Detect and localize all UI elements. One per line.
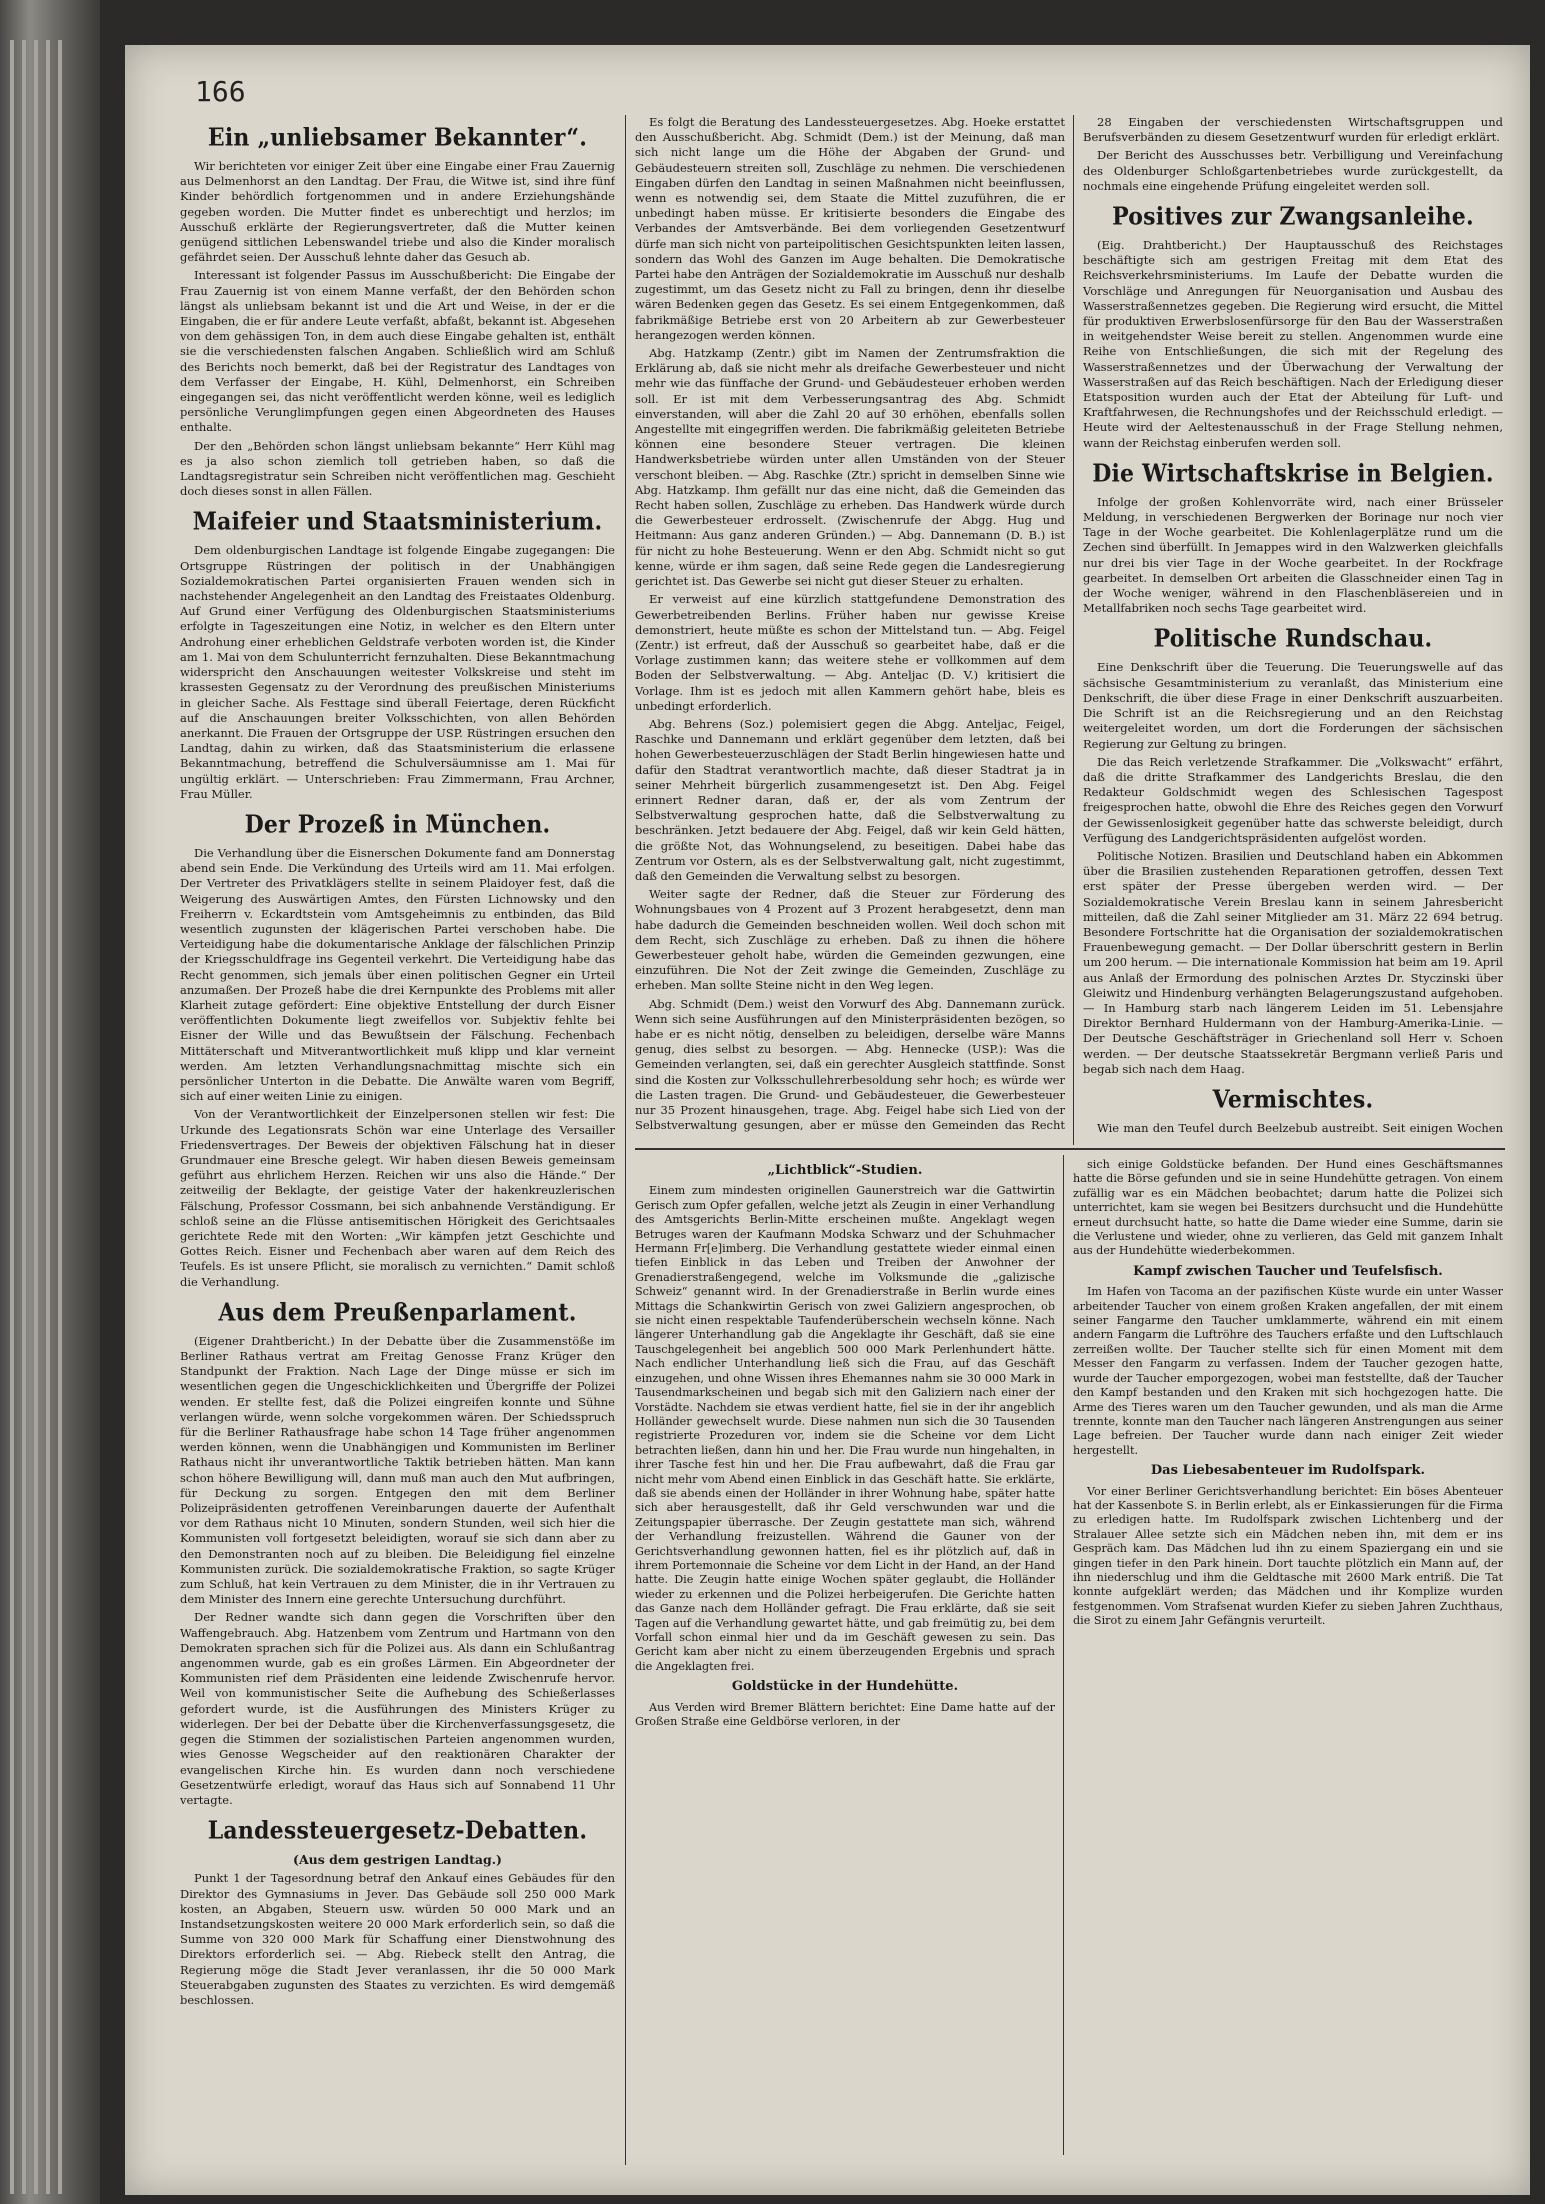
article-paragraph: Der Bericht des Ausschusses betr. Verbilligung und Vereinfachung des Oldenburger Schloßgartenbetriebes wurde zurückgestellt, da nochmals eine eingehende Prüfung eingeleitet werden soll. bbox=[1083, 148, 1503, 193]
article-paragraph: Interessant ist folgender Passus im Ausschußbericht: Die Eingabe der Frau Zauernig ist von einem Manne verfaßt, der den Behörden schon längst als unliebsam bekannt ist und die Art und Weise, in der er die Eingaben, die er für andere Leute verfaßt, abfaßt, bekannt ist. Abgesehen von dem gehässigen Ton, in dem auch diese Eingabe gehalten ist, enthält sie die verschiedensten falschen Angaben. Schließlich wird am Schluß des Berichts noch bemerkt, daß bei der Registratur des Landtages von dem Verfasser der Eingabe, H. Kühl, Delmenhorst, ein Schreiben eingegangen sei, das nicht veröffentlicht werden könne, weil es lediglich persönliche Verunglimpfungen gegen einen Abgeordneten des Hauses enthalte. bbox=[180, 268, 615, 435]
book-binding bbox=[0, 0, 100, 2204]
article-paragraph: Von der Verantwortlichkeit der Einzelpersonen stellen wir fest: Die Urkunde des Legationsrats Schön war eine Unterlage des Versailler Friedensvertrages. Der Beweis der objektiven Fälschung hat in dieser Grundmauer eine Bresche gelegt. Wir haben diesen Beweis gemeinsam geführt aus ehrlichem Herzen. Reichen wir uns also die Hände.“ Der zeitweilig der Beklagte, der geistige Vater der hakenkreuzlerischen Fälschung, Professor Cossmann, bei sich anbahnende Verständigung. Er schloß seine an die Flüsse antisemitischen Hörigkeit des Gerichtsaales gerichtete Rede mit den Worten: „Wir kämpfen jetzt Geschichte und Gottes Reich. Eisner und Fechenbach aber waren auf dem Reich des Teufels. Es ist unsere Pflicht, sie moralisch zu vernichten.“ Damit schloß die Verhandlung. bbox=[180, 1107, 615, 1289]
article-paragraph: Er verweist auf eine kürzlich stattgefundene Demonstration des Gewerbetreibenden Berlins. Früher haben nur gewisse Kreise demonstriert, heute müßte es schon der Mittelstand tun. — Abg. Feigel (Zentr.) ist erfreut, daß der Ausschuß so gearbeitet habe, daß er die Vorlage zustimmen kann; das weitere stehe er vollkommen auf dem Boden der Selbstverwaltung. — Abg. Anteljac (D. V.) kritisiert die Vorlage. Ihm ist es jedoch mit allen Kammern gehört habe, bleis es unbedingt erforderlich. bbox=[635, 592, 1065, 713]
column-rule bbox=[1063, 1155, 1064, 2155]
article-title: „Lichtblick“-Studien. bbox=[767, 1163, 923, 1178]
article-paragraph: (Eig. Drahtbericht.) Der Hauptausschuß des Reichstages beschäftigte sich am gestrigen Freitag mit dem Etat des Reichsverkehrsministeriums. Im Laufe der Debatte wurden die Vorschläge und Anregungen für Neuorganisation und Ausbau des Wasserstraßennetzes gegeben. Die Regierung wird ersucht, die Mittel für produktiven Erwerbslosenfürsorge für den Bau der Wasserstraßen in weitgehendster Weise bereit zu stellen. Angenommen wurde eine Reihe von Entschließungen, die sich mit der Regelung des Wasserstraßennetzes und der Überwachung der Verwaltung der Wasserstraßen auf das Reich beschäftigen. Nach der Erledigung dieser Etatsposition wurden auch der Etat der Abteilung für Luft- und Kraftfahrwesen, die Rechnungshofes und der Reichsschuld erledigt. — Heute wird der Aeltestenausschuß in der Frage Stellung nehmen, wann der Reichstag einberufen werden soll. bbox=[1083, 238, 1503, 450]
article-subtitle: (Aus dem gestrigen Landtag.) bbox=[293, 1852, 502, 1868]
article-paragraph: Wir berichteten vor einiger Zeit über eine Eingabe einer Frau Zauernig aus Delmenhorst an den Landtag. Der Frau, die Witwe ist, sind ihre fünf Kinder behördlich fortgenommen und in andere Erziehungshände gegeben worden. Die Mutter findet es unberechtigt und herzlos; im Ausschuß erklärte der Regierungsvertreter, daß die Mutter keinen genügend sittlichen Lebenswandel triebe und also die Kinder moralisch gefährdet seien. Der Ausschuß lehnte daher das Gesuch ab. bbox=[180, 159, 615, 265]
article-paragraph: Im Hafen von Tacoma an der pazifischen Küste wurde ein unter Wasser arbeitender Taucher von einem großen Kraken angefallen, der mit einem seiner Fangarme den Taucher umklammerte, während ein mit einem andern Fangarm die Luftröhre des Tauchers erfaßte und den Luftschlauch zerreißen wollte. Der Taucher stellte sich für einen Moment mit dem Messer den Fangarm zu verfassen. Indem der Taucher gezogen hatte, wurde der Taucher emporgezogen, wobei man feststellte, daß der Taucher den Kampf bestanden und den Kraken mit sich hochgezogen hatte. Die Arme des Tieres waren um den Taucher gewunden, und als man die Arme trennte, konnte man den Taucher nach längeren Anstrengungen aus seiner Lage befreien. Der Taucher wurde dann nach einiger Zeit wieder hergestellt. bbox=[1073, 1285, 1503, 1457]
article-paragraph: 28 Eingaben der verschiedensten Wirtschaftsgruppen und Berufsverbänden zu diesem Gesetzentwurf wurden für erledigt erklärt. bbox=[1083, 115, 1503, 145]
article-paragraph: Es folgt die Beratung des Landessteuergesetzes. Abg. Hoeke erstattet den Ausschußbericht. Abg. Schmidt (Dem.) ist der Meinung, daß man sich nicht lange um die Höhe der Abgaben der Grund- und Gebäudesteuern streiten soll, Zuschläge zu nehmen. Die verschiedenen Eingaben dürfen den Landtag in seinen Maßnahmen nicht beeinflussen, wenn es notwendig sei, dem Staate die Mittel zuzuführen, die er unbedingt haben müsse. Er kritisierte besonders die Eingabe des Verbandes der Amtsverbände. Bei dem vorliegenden Gesetzentwurf dürfe man sich nicht von parteipolitischen Gesichtspunkten leiten lassen, sondern das Wohl des Ganzen im Auge behalten. Die Demokratische Partei habe den Anträgen der Sozialdemokratie im Ausschuß nur deshalb zugestimmt, um das Gesetz nicht zu Fall zu bringen, denn ihr dieselbe wären Bedenken gegen das Gesetz. Es sei einem Entgegenkommen, daß fabrikmäßige Betriebe erst von 20 Arbeitern ab zur Gewerbesteuer herangezogen werden können. bbox=[635, 115, 1065, 342]
article-title: Positives zur Zwangsanleihe. bbox=[1112, 202, 1474, 232]
article-paragraph: Einem zum mindesten originellen Gaunerstreich war die Gattwirtin Gerisch zum Opfer gefallen, welche jetzt als Zeugin in einer Verhandlung des Amtsgerichts Berlin-Mitte erscheinen mußte. Angeklagt wegen Betruges waren der Kaufmann Modska Schwarz und der Schuhmacher Hermann Fr[e]imberg. Die Verhandlung gestattete wieder einmal einen tiefen Einblick in das Leben und Treiben der Anwohner der Grenadierstraßengegend, welche im Volksmunde die „galizische Schweiz“ genannt wird. In der Grenadierstraße in Berlin wurde eines Mittags die Schankwirtin Gerisch von zwei Galiziern angesprochen, ob sie nicht einen respektable Taufenderüberschein wechseln könne. Nach längerer Unterhandlung gab die Angeklagte ihr Geschäft, daß sie eine Tauschgelegenheit bei angeblich 500 000 Mark Perlenhundert hätte. Nach endlicher Unterhandlung ließ sich die Frau, auf das Geschäft einzugehen, und ohne Wissen ihres Ehemannes nahm sie 30 000 Mark in Tausendmarkscheinen und begab sich mit den Galiziern nach einer der Vorstädte. Nachdem sie etwas verdient hatte, fiel sie in der ihr angeblich Holländer gewechselt wurde. Diese nahmen nun sich die 30 Tausenden registrierte Prozeduren vor, indem sie die Scheine vor dem Licht betrachten ließen, dann hin und her. Die Frau wurde nun hingehalten, in ihrer Tasche fest hin und her. Die Frau aufbewahrt, daß die Frau gar nicht mehr vom Abend einen Einblick in das Geschäft hatte. Sie erklärte, daß sie abends einen der Holländer in ihrer Wohnung habe, später hatte sich aber herausgestellt, daß ihr Geld verschwunden war und die Zeitungspapier überrasche. Der Zeugin gestattete man sich, während der Verhandlung freizustellen. Während die Gauner von der Gerichtsverhandlung gewonnen hatten, fiel es ihr plötzlich auf, daß in ihrem Portemonnaie die Scheine vor dem Licht in der Hand, an der Hand hatte. Die Zeugin hatte einige Wochen später geglaubt, die Holländer wieder zu erkennen und die Polizei herbeigerufen. Die Gerichte hatten das Ganze nach dem Holländer gefragt. Die Frau erklärte, daß sie seit Tagen auf die Verhandlung gewartet hätte, und gab freimütig zu, bei dem Vorfall schon einmal hier und da im Geschäft gewesen zu sein. Das Gericht kam aber nicht zu einem überzeugenden Ergebnis und sprach die Angeklagten frei. bbox=[635, 1184, 1055, 1673]
article-paragraph: Eine Denkschrift über die Teuerung. Die Teuerungswelle auf das sächsische Gesamtministerium zu veranlaßt, das Ministerium eine Denkschrift, die über diese Frage in einer Denkschrift auszuarbeiten. Die Schrift ist an die Reichsregierung und an den Reichstag weitergeleitet worden, um dort die Forderungen der sächsischen Regierung zur Geltung zu bringen. bbox=[1083, 660, 1503, 751]
article-title: Kampf zwischen Taucher und Teufelsfisch. bbox=[1133, 1263, 1443, 1279]
article-paragraph: Aus Verden wird Bremer Blättern berichtet: Eine Dame hatte auf der Großen Straße eine Geldbörse verloren, in der bbox=[635, 1700, 1055, 1729]
feuilleton-column-2 bbox=[1073, 1158, 1503, 2158]
article-title: Maifeier und Staatsministerium. bbox=[192, 508, 603, 537]
article-title: Vermischtes. bbox=[1212, 1085, 1374, 1115]
article-paragraph: Dem oldenburgischen Landtage ist folgende Eingabe zugegangen: Die Ortsgruppe Rüstringen der politisch in der Unabhängigen Sozialdemokratischen Partei organisierten Frauen wenden sich in nachstehender Angelegenheit an den Landtag des Freistaates Oldenburg. Auf Grund einer Verfügung des Oldenburgischen Staatsministeriums erfolgte in Tageszeitungen eine Notiz, in welcher es den Eltern unter Androhung einer erheblichen Geldstrafe verboten worden ist, die Kinder am 1. Mai von dem Schulunterricht fernzuhalten. Diese Bekanntmachung widerspricht den Anschauungen weitester Volkskreise und steht im krassesten Gegensatz zu der Verordnung des preußischen Ministeriums in gleicher Sache. Als Festtage sind überall Feiertage, deren Rückficht auf die Anschauungen breiter Volksschichten, von allen Behörden anerkannt. Die Frauen der Ortsgruppe der USP. Rüstringen ersuchen den Landtag, dahin zu wirken, daß das Staatsministerium die erlassene Bekanntmachung, betreffend die Schulversäumnisse am 1. Mai für ungültig erklärt. — Unterschrieben: Frau Zimmermann, Frau Archner, Frau Müller. bbox=[180, 543, 615, 801]
page-number: 166 bbox=[195, 75, 246, 108]
article-paragraph: Der den „Behörden schon längst unliebsam bekannte“ Herr Kühl mag es ja also schon ziemlich toll getrieben haben, so daß die Landtagsregistratur sein Schreiben nicht veröffentlichen mag. Geschieht doch dieses sonst in allen Fällen. bbox=[180, 438, 615, 499]
article-paragraph: Die das Reich verletzende Strafkammer. Die „Volkswacht“ erfährt, daß die dritte Strafkammer des Landgerichts Breslau, die den Redakteur Goldschmidt wegen des Schlesischen Tagespost freigesprochen hatte, obwohl die Ehre des Reiches gegen den Vorwurf der Gewissenlosigkeit gegenüber hatte das schwerste beleidigt, durch Verfügung des Landgerichtspräsidenten aufgelöst worden. bbox=[1083, 754, 1503, 845]
article-paragraph: sich einige Goldstücke befanden. Der Hund eines Geschäftsmannes hatte die Börse gefunden und sie in seine Hundehütte getragen. Von einem zufällig war es ein Mädchen beobachtet; darum hatte die Polizei sich unterrichtet, kam sie wegen bei Besitzers durchsucht und die Hundehütte erneut durchsucht hatte, so hatte die Dame wieder eine Summe, darin sie die Verlustene und wieder, ohne zu verlieren, das Geld mit ganzem Inhalt aus der Hundehütte wiederbekommen. bbox=[1073, 1158, 1503, 1258]
article-title: Goldstücke in der Hundehütte. bbox=[731, 1679, 959, 1695]
column-2 bbox=[635, 115, 1065, 1135]
newspaper-page bbox=[125, 45, 1530, 2195]
article-title: Das Liebesabenteuer im Rudolfspark. bbox=[1150, 1463, 1426, 1479]
section-rule bbox=[635, 1148, 1505, 1150]
column-rule bbox=[1073, 115, 1074, 1145]
feuilleton-column-1 bbox=[635, 1158, 1055, 2158]
article-paragraph: Abg. Behrens (Soz.) polemisiert gegen die Abgg. Anteljac, Feigel, Raschke und Dannemann und erklärt gegenüber dem letzten, daß bei hohen Gewerbesteuerzuschlägen der Stadt Berlin hingewiesen hatte und dafür den Stadtrat verantwortlich machte, daß dieser Stadtrat ja in seiner Mehrheit bürgerlich zusammengesetzt ist. Den Abg. Feigel erinnert Redner daran, daß er, der als vom Zentrum der Selbstverwaltung gesprochen hatte, daß die Selbstverwaltung zu beschränken. Jetzt bedauere der Abg. Feigel, daß wir kein Geld hätten, die größte Not, das Wohnungselend, zu beseitigen. Dabei habe das Zentrum vor Ostern, als es der Selbstverwaltung galt, nicht zugestimmt, daß den Gemeinden die Verwaltung selbst zu besorgen. bbox=[635, 716, 1065, 883]
article-title: Politische Rundschau. bbox=[1153, 625, 1433, 654]
column-rule bbox=[625, 115, 626, 2165]
article-title: Ein „unliebsamer Bekannter“. bbox=[207, 123, 588, 153]
article-title: Aus dem Preußenparlament. bbox=[218, 1298, 577, 1328]
article-title: Landessteuergesetz-Debatten. bbox=[207, 1816, 588, 1846]
article-paragraph: Der Redner wandte sich dann gegen die Vorschriften über den Waffengebrauch. Abg. Hatzenbem vom Zentrum und Hartmann von den Demokraten sprachen sich für die Polizei aus. Als dann ein Schlußantrag angenommen wurde, gab es ein großes Lärmen. Ein Abgeordneter der Kommunisten rief dem Präsidenten eine leidende Zwischenrufe hervor. Weil von kommunistischer Seite die Aufhebung des Schießerlasses gefordert wurde, ist die Ausführungen des Ministers Krüger zu widerlegen. Der bei der Debatte über die Kirchenverfassungsgesetz, die gegen die Stimmen der sozialistischen Parteien angenommen wurden, wies Genosse Wegscheider auf den reaktionären Charakter der evangelischen Kirche hin. Es wurden dann noch verschiedene Gesetzentwürfe erledigt, worauf das Haus sich auf Sonnabend 11 Uhr vertagte. bbox=[180, 1610, 615, 1807]
article-paragraph: Abg. Schmidt (Dem.) weist den Vorwurf des Abg. Dannemann zurück. Wenn sich seine Ausführungen auf den Ministerpräsidenten bezögen, so habe er es nicht nötig, denselben zu beleidigen, derselbe wäre Manns genug, dies selbst zu besorgen. — Abg. Hennecke (USP.): Was die Gemeinden verlangten, sei, daß ein gerechter Ausgleich stattfinde. Sonst sind die Kosten zur Volksschullehrerbesoldung sehr hoch; es würde wer die Lasten tragen. Die Grund- und Gebäudesteuer, die Gewerbesteuer nur 35 Prozent hinausgehen, trage. Abg. Feigel habe sich Lied von der Selbstverwaltung gesungen, aber er müsse den Gemeinden das Recht bbox=[635, 996, 1065, 1133]
article-paragraph: Vor einer Berliner Gerichtsverhandlung berichtet: Ein böses Abenteuer hat der Kassenbote S. in Berlin erlebt, als er Einkassierungen für die Firma zu erledigen hatte. Im Rudolfspark zwischen Lichtenberg und der Stralauer Allee setzte sich ein Mädchen neben ihn, mit dem er ins Gespräch kam. Das Mädchen lud ihn zu einem Spaziergang ein und sie gingen tiefer in den Park hinein. Dort tauchte plötzlich ein Mann auf, der ihn niederschlug und ihm die Geldtasche mit 2600 Mark entriß. Die Tat konnte aufgeklärt werden; das Mädchen und ihr Komplize wurden festgenommen. Vom Strafsenat wurden Kiefer zu sieben Jahren Zuchthaus, die Sirot zu einem Jahr Gefängnis verurteilt. bbox=[1073, 1484, 1503, 1628]
article-title: Die Wirtschaftskrise in Belgien. bbox=[1092, 459, 1494, 489]
article-paragraph: Weiter sagte der Redner, daß die Steuer zur Förderung des Wohnungsbaues von 4 Prozent auf 3 Prozent herabgesetzt, denn man habe dadurch die Gemeinden beschneiden wollen. Weil doch schon mit dem Recht, sich Zuschläge zu erheben. Daß zu ihnen die höhere Gewerbesteuer geholt habe, würden die Gemeinden gezwungen, eine einzuführen. Die Not der Zeit zwinge die Gemeinden, Zuschläge zu erheben. Man sollte Steine nicht in den Weg legen. bbox=[635, 887, 1065, 993]
article-paragraph: Abg. Hatzkamp (Zentr.) gibt im Namen der Zentrumsfraktion die Erklärung ab, daß sie nicht mehr als dreifache Gewerbesteuer und nicht mehr wie das fünffache der Grund- und Gebäudesteuer erhoben werden soll. Er ist mit dem Verbesserungsantrag des Abg. Schmidt einverstanden, will aber die Zahl 20 auf 30 erhöhen, ebenfalls sollen Angestellte mit eingegriffen werden. Die fabrikmäßig geleiteten Betriebe können eine besondere Steuer vertragen. Die kleinen Handwerksbetriebe würden unter allen Umständen von der Steuer verschont bleiben. — Abg. Raschke (Ztr.) spricht in demselben Sinne wie Abg. Hatzkamp. Ihm gefällt nur das eine nicht, daß die Gemeinden das Recht haben sollen, Zuschläge zu erheben. Das Handwerk würde durch die Gewerbesteuer erdrosselt. (Zwischenrufe der Abgg. Hug und Heitmann: Aus ganz anderen Gründen.) — Abg. Dannemann (D. B.) ist für nicht zu hohe Besteuerung. Wenn er den Abg. Schmidt nicht so gut kenne, würde er ihm sagen, daß seine Rede gegen die Landesregierung gerichtet ist. Das Gewerbe sei nicht gut dieser Steuer zu erhalten. bbox=[635, 346, 1065, 589]
article-paragraph: Punkt 1 der Tagesordnung betraf den Ankauf eines Gebäudes für den Direktor des Gymnasiums in Jever. Das Gebäude soll 250 000 Mark kosten, an Abgaben, Steuern usw. würden 50 000 Mark und an Instandsetzungskosten weitere 20 000 Mark erforderlich sein, so daß die Summe von 320 000 Mark für Schaffung einer Dienstwohnung des Direktors erforderlich sei. — Abg. Riebeck stellt den Antrag, die Regierung möge die Stadt Jever veranlassen, ihr die 50 000 Mark Steuerabgaben zugunsten des Staates zu verzichten. Es wird demgemäß beschlossen. bbox=[180, 1871, 615, 2007]
article-paragraph: (Eigener Drahtbericht.) In der Debatte über die Zusammenstöße im Berliner Rathaus vertrat am Freitag Genosse Franz Krüger den Standpunkt der Fraktion. Nach Lage der Dinge müsse er sich im wesentlichen gegen die Ungeschicklichkeiten und Übergriffe der Polizei wenden. Er stellte fest, daß die Polizei eingreifen konnte und Sühne verlangen würde, wenn solche vorgekommen wären. Der Schiedsspruch für die Berliner Rathausfrage habe schon 14 Tage früher angenommen werden können, wenn die Unabhängigen und Kommunisten im Berliner Rathaus nicht ihr unverantwortliche Taktik betrieben hätten. Man kann schon höhere Bewilligung will, dann muß man auch den Mut aufbringen, für Deckung zu sorgen. Entgegen den mit dem Berliner Polizeipräsidenten getroffenen Vereinbarungen dauerte der Aufenthalt vor dem Rathaus nicht 10 Minuten, sondern Stunden, weil sich hier die Kommunisten voll fortgesetzt beleidigten, worauf sie sich dann aber zu den Demonstranten noch auf zu bleiben. Die Beleidigung fiel einzelne Kommunisten zurück. Die sozialdemokratische Fraktion, so sagte Krüger zum Schluß, hat kein Vertrauen zu dem Minister, die in ihr Vertrauen zu dem Minister des Innern eine gerechte Untersuchung durchführt. bbox=[180, 1333, 615, 1607]
article-paragraph: Politische Notizen. Brasilien und Deutschland haben ein Abkommen über die Brasilien zustehenden Reparationen getroffen, dessen Text erst später der Presse übergeben werden wird. — Der Sozialdemokratische Verein Breslau kann in seinem Jahresbericht mitteilen, daß die Zahl seiner Mitglieder am 31. März 22 694 betrug. Besondere Fortschritte hat die Organisation der sozialdemokratischen Frauenbewegung gemacht. — Der Dollar überschritt gestern in Berlin um 200 herum. — Die internationale Kommission hat beim am 19. April aus Anlaß der Ermordung des polnischen Arztes Dr. Styczinski über Gleiwitz und Hindenburg verhängten Belagerungszustand aufgehoben. — In Hamburg starb nach längerem Leiden im 51. Lebensjahre Direktor Bernhard Huldermann von der Hamburg-Amerika-Linie. — Der Deutsche Geschäftsträger in Griechenland soll Herr v. Schoen werden. — Der deutsche Staatssekretär Bergmann verließ Paris und begab sich nach dem Haag. bbox=[1083, 848, 1503, 1076]
column-3 bbox=[1083, 115, 1503, 1135]
column-1 bbox=[180, 115, 615, 2155]
article-paragraph: Wie man den Teufel durch Beelzebub austreibt. Seit einigen Wochen bbox=[1097, 1120, 1503, 1135]
article-paragraph: Die Verhandlung über die Eisnerschen Dokumente fand am Donnerstag abend sein Ende. Die Verkündung des Urteils wird am 11. Mai erfolgen. Der Vertreter des Privatklägers stellte in seinem Plaidoyer fest, daß die Weigerung des Auswärtigen Amtes, den Fürsten Lichnowsky und den Freiherrn v. Eckardtstein vom Amtsgeheimnis zu entbinden, das Bild wesentlich zugunsten der klägerischen Partei verschoben habe. Die Verteidigung habe die dokumentarische Anklage der fälschlichen Prinzip der Kriegsschuldfrage ins Gegenteil verkehrt. Die Verteidigung habe das Recht genommen, sich jemals über einen politischen Gegner ein Urteil anzumaßen. Der Prozeß habe die drei Kernpunkte des Problems mit aller Klarheit zutage gefördert: Eine objektive Entstellung der durch Eisner veröffentlichten Dokumente liegt zweifellos vor. Subjektiv fehlte bei Eisner der Wille und das Bewußtsein der Fälschung. Fechenbach Mittäterschaft und Mitverantwortlichkeit muß klipp und klar verneint werden. Am letzten Verhandlungsnachmittag mischte sich ein persönlicher Unterton in die Debatte. Die Anwälte waren vom Begriff, sich auf einer weiten Linie zu einigen. bbox=[180, 845, 615, 1104]
article-title: Der Prozeß in München. bbox=[244, 810, 551, 840]
article-paragraph: Infolge der großen Kohlenvorräte wird, nach einer Brüsseler Meldung, in verschiedenen Bergwerken der Borinage nur noch vier Tage in der Woche gearbeitet. Die Kohlenlagerplätze rund um die Zechen sind überfüllt. In Jemappes wird in den Walzwerken gleichfalls nur drei bis vier Tage in der Woche gearbeitet. In der Rockfrage gearbeitet. In demselben Ort arbeiten die Glasschneider einen Tag in der Woche weniger, während in den Flaschenbläsereien und in Metallfabriken noch sechs Tage gearbeitet wird. bbox=[1083, 494, 1503, 616]
